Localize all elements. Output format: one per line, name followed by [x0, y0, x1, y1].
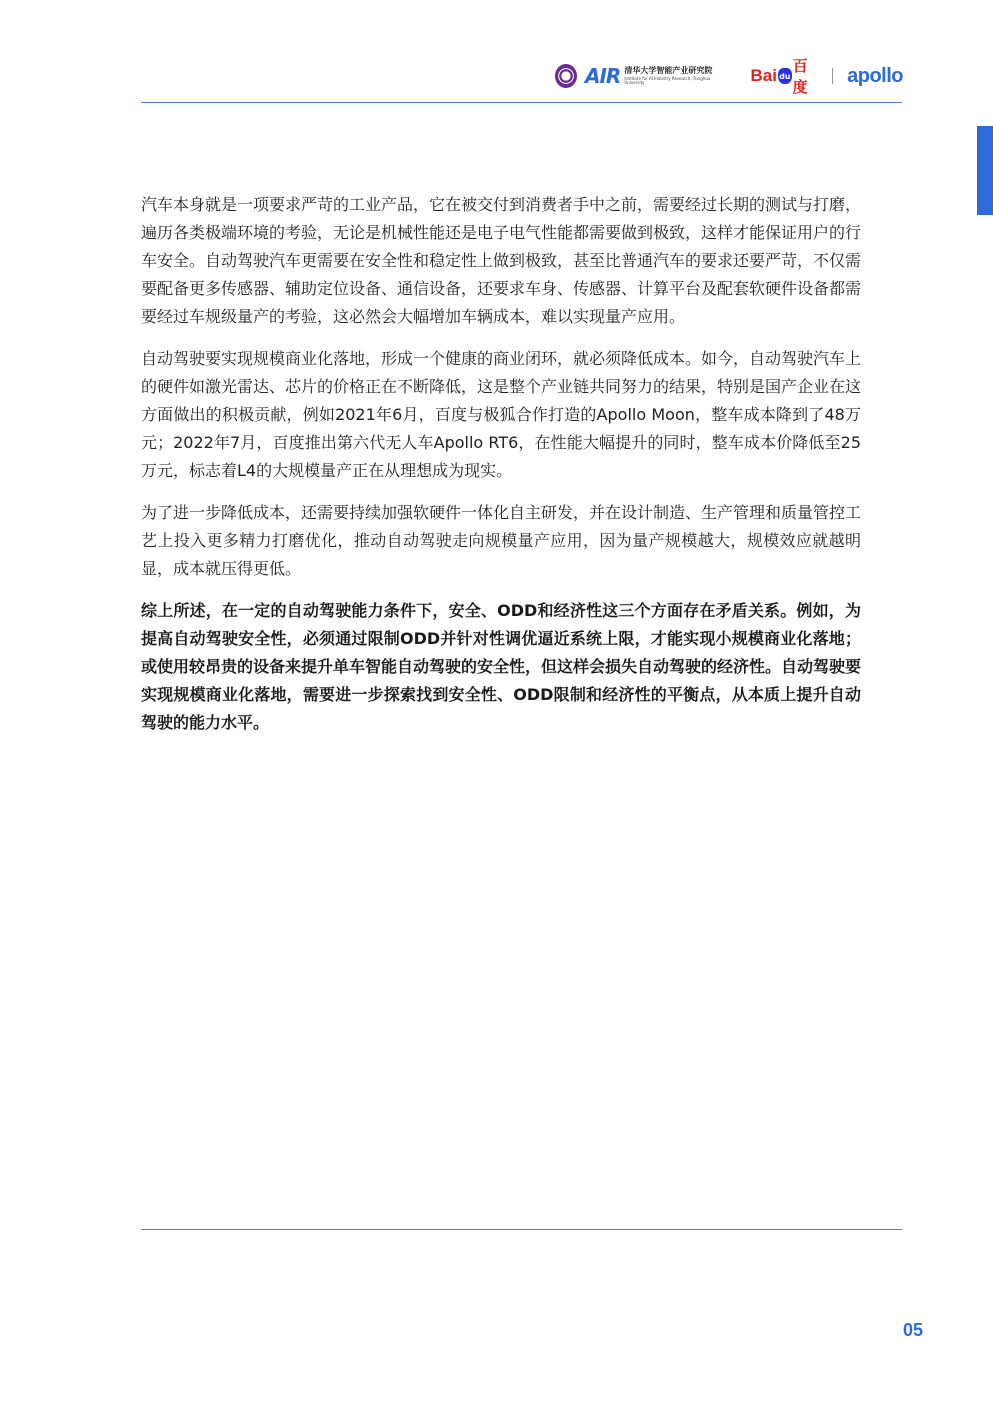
header-divider: [141, 102, 902, 103]
body-content: [141, 191, 861, 751]
apollo-logo: apollo: [847, 64, 903, 87]
air-mark: AIR: [585, 64, 621, 88]
paragraph: 汽车本身就是一项要求严苛的工业产品，它在被交付到消费者手中之前，需要经过长期的测试与打磨，遍历各类极端环境的考验，无论是机械性能还是电子电气性能都需要做到极致，这样才能保证用户的行车安全。自动驾驶汽车更需要在安全性和稳定性上做到极致，甚至比普通汽车的要求还要严苛，不仅需要配备更多传感器、辅助定位设备、通信设备，还要求车身、传感器、计算平台及配套软硬件设备都需要经过车规级量产的考验，这必然会大幅增加车辆成本，难以实现量产应用。: [141, 195, 862, 326]
summary-paragraph: 综上所述，在一定的自动驾驶能力条件下，安全、ODD和经济性这三个方面存在矛盾关系。例如，为提高自动驾驶安全性，必须通过限制ODD并针对性调优逼近系统上限，才能实现小规模商业化落地；或使用较昂贵的设备来提升单车智能自动驾驶的安全性，但这样会损失自动驾驶的经济性。自动驾驶要实现规模商业化落地，需要进一步探索找到安全性、ODD限制和经济性的平衡点，从本质上提升自动驾驶的能力水平。: [141, 601, 862, 732]
air-logo: [585, 64, 718, 88]
paragraph: 为了进一步降低成本，还需要持续加强软硬件一体化自主研发，并在设计制造、生产管理和质量管控工艺上投入更多精力打磨优化，推动自动驾驶走向规模量产应用，因为量产规模越大，规模效应就越明显，成本就压得更低。: [141, 503, 862, 578]
footer-divider: [141, 1229, 902, 1230]
baidu-paw-icon: du: [778, 68, 792, 84]
air-name-en: Institute for AI Industry Research, Tsinghua University: [624, 76, 711, 85]
air-name-cn: 清华大学智能产业研究院: [624, 66, 713, 75]
header-logos: [555, 57, 903, 96]
side-tab-marker: [977, 126, 993, 215]
baidu-logo: Bai du 百度: [750, 57, 808, 96]
tsinghua-seal-icon: [555, 64, 577, 88]
logo-divider: [832, 68, 833, 84]
paragraph: 自动驾驶要实现规模商业化落地，形成一个健康的商业闭环，就必须降低成本。如今，自动驾驶汽车上的硬件如激光雷达、芯片的价格正在不断降低，这是整个产业链共同努力的结果，特别是国产企业在这方面做出的积极贡献，例如2021年6月，百度与极狐合作打造的Apollo Moon，整车成本降到了48万元；2022年7月，百度推出第六代无人车Apollo RT6，在性能大幅提升的同时，整车成本价降低至25万元，标志着L4的大规模量产正在从理想成为现实。: [141, 349, 862, 480]
page-number: 05: [903, 1320, 924, 1340]
